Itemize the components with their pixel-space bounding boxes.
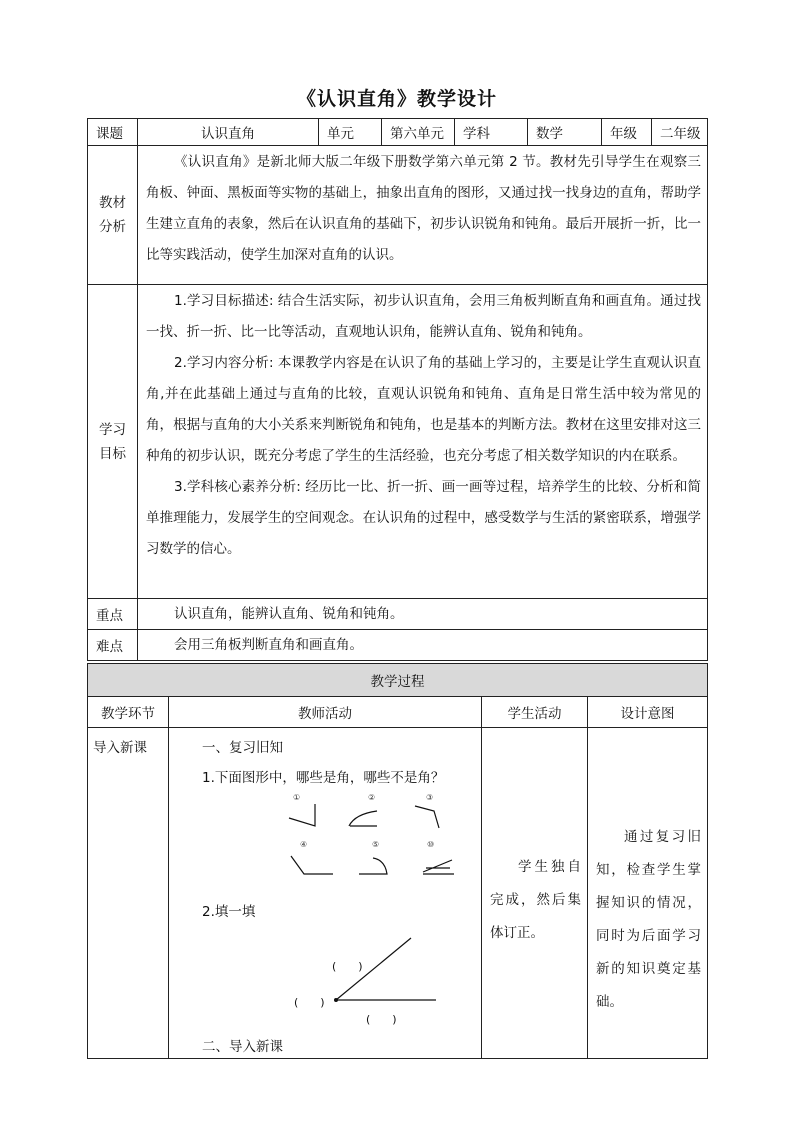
lesson-info-table [87, 118, 708, 661]
col-intent: 设计意图 [588, 697, 708, 728]
key-point-label: 重点 [88, 599, 138, 630]
col-student: 学生活动 [482, 697, 588, 728]
process-header-row [88, 664, 708, 697]
student-activity-cell [482, 728, 588, 1059]
difficulty-row [88, 630, 708, 661]
course-label: 课题 [88, 119, 138, 146]
unit-label: 单元 [319, 119, 382, 146]
goals-label-line1: 学习 [99, 421, 126, 438]
subject-value: 数学 [528, 119, 602, 146]
info-row [88, 119, 708, 146]
figure-1 [289, 804, 315, 826]
figure-2 [349, 811, 377, 826]
course-value: 认识直角 [138, 119, 319, 146]
col-stage: 教学环节 [88, 697, 169, 728]
analysis-label [88, 146, 138, 285]
goal-paragraph-2: 2.学习内容分析: 本课教学内容是在认识了角的基础上学习的，主要是让学生直观认识直角,并在此基础上通过与直角的比较，直观认识锐角和钝角、直角是日常生活中较为常见的角，根据与直角的大小关系来判断锐角和钝角，也是基本的判断方法。教材在这里安排对这三种角的初步认识，既充分考虑了学生的生活经验，也充分考虑了相关数学知识的内在联系。 [146, 355, 701, 464]
analysis-row [88, 146, 708, 285]
process-header: 教学过程 [88, 664, 708, 697]
teacher-activity-cell [169, 728, 482, 1059]
figure-label-5: ⑤ [372, 840, 380, 849]
figure-label-1: ① [293, 793, 301, 802]
analysis-text: 《认识直角》是新北师大版二年级下册数学第六单元第 2 节。教材先引导学生在观察三角板、钟面、黑板面等实物的基础上，抽象出直角的图形，又通过找一找身边的直角，帮助学生建立直角的表象，然后在认识直角的基础下，初步认识锐角和钝角。最后开展折一折，比一比等实践活动，使学生加深对直角的认识。 [146, 154, 701, 263]
col-teacher: 教师活动 [169, 697, 482, 728]
figure-label-6: ⑩ [427, 840, 435, 849]
process-table [87, 663, 708, 1059]
stage-cell: 导入新课 [88, 728, 169, 1059]
design-intent-text: 通过复习旧知，检查学生掌握知识的情况，同时为后面学习新的知识奠定基础。 [596, 829, 701, 1010]
goals-label [88, 285, 138, 599]
blank-vertex-top: ( ) [332, 960, 363, 973]
figure-label-3: ③ [426, 793, 434, 802]
goals-label-line2: 目标 [99, 445, 126, 462]
subject-label: 学科 [455, 119, 528, 146]
figure-label-4: ④ [300, 840, 308, 849]
process-columns-row [88, 697, 708, 728]
blank-left: ( ) [294, 996, 325, 1009]
grade-label: 年级 [602, 119, 652, 146]
blank-bottom: ( ) [366, 1013, 397, 1026]
figure-4 [291, 856, 333, 874]
grade-value: 二年级 [652, 119, 708, 146]
page-title: 《认识直角》教学设计 [296, 88, 497, 110]
angle-figures [279, 790, 479, 890]
question-1: 1.下面图形中，哪些是角，哪些不是角？ [202, 770, 445, 786]
key-point-text: 认识直角，能辨认直角、锐角和钝角。 [174, 606, 404, 622]
key-point-row [88, 599, 708, 630]
process-row-intro [88, 728, 708, 1059]
design-intent-cell [588, 728, 708, 1059]
student-activity-text: 学生独自完成，然后集体订正。 [490, 859, 581, 941]
figure-5 [359, 858, 387, 874]
goal-paragraph-1: 1.学习目标描述: 结合生活实际，初步认识直角，会用三角板判断直角和画直角。通过找一找、折一折、比一比等活动，直观地认识角，能辨认直角、锐角和钝角。 [146, 293, 701, 340]
figure-label-2: ② [368, 793, 376, 802]
review-heading: 一、复习旧知 [202, 740, 283, 756]
analysis-label-line1: 教材 [99, 195, 126, 211]
goals-row [88, 285, 708, 599]
difficulty-label: 难点 [88, 630, 138, 661]
question-2: 2.填一填 [202, 904, 256, 920]
figure-3 [415, 806, 439, 828]
intro-heading: 二、导入新课 [202, 1039, 283, 1055]
unit-value: 第六单元 [382, 119, 455, 146]
analysis-label-line2: 分析 [99, 219, 126, 235]
difficulty-text: 会用三角板判断直角和画直角。 [174, 637, 363, 653]
figure-6 [423, 860, 454, 874]
goal-paragraph-3: 3.学科核心素养分析: 经历比一比、折一折、画一画等过程，培养学生的比较、分析和简单推理能力，发展学生的空间观念。在认识角的过程中，感受数学与生活的紧密联系，增强学习数学的信心。 [146, 479, 701, 557]
